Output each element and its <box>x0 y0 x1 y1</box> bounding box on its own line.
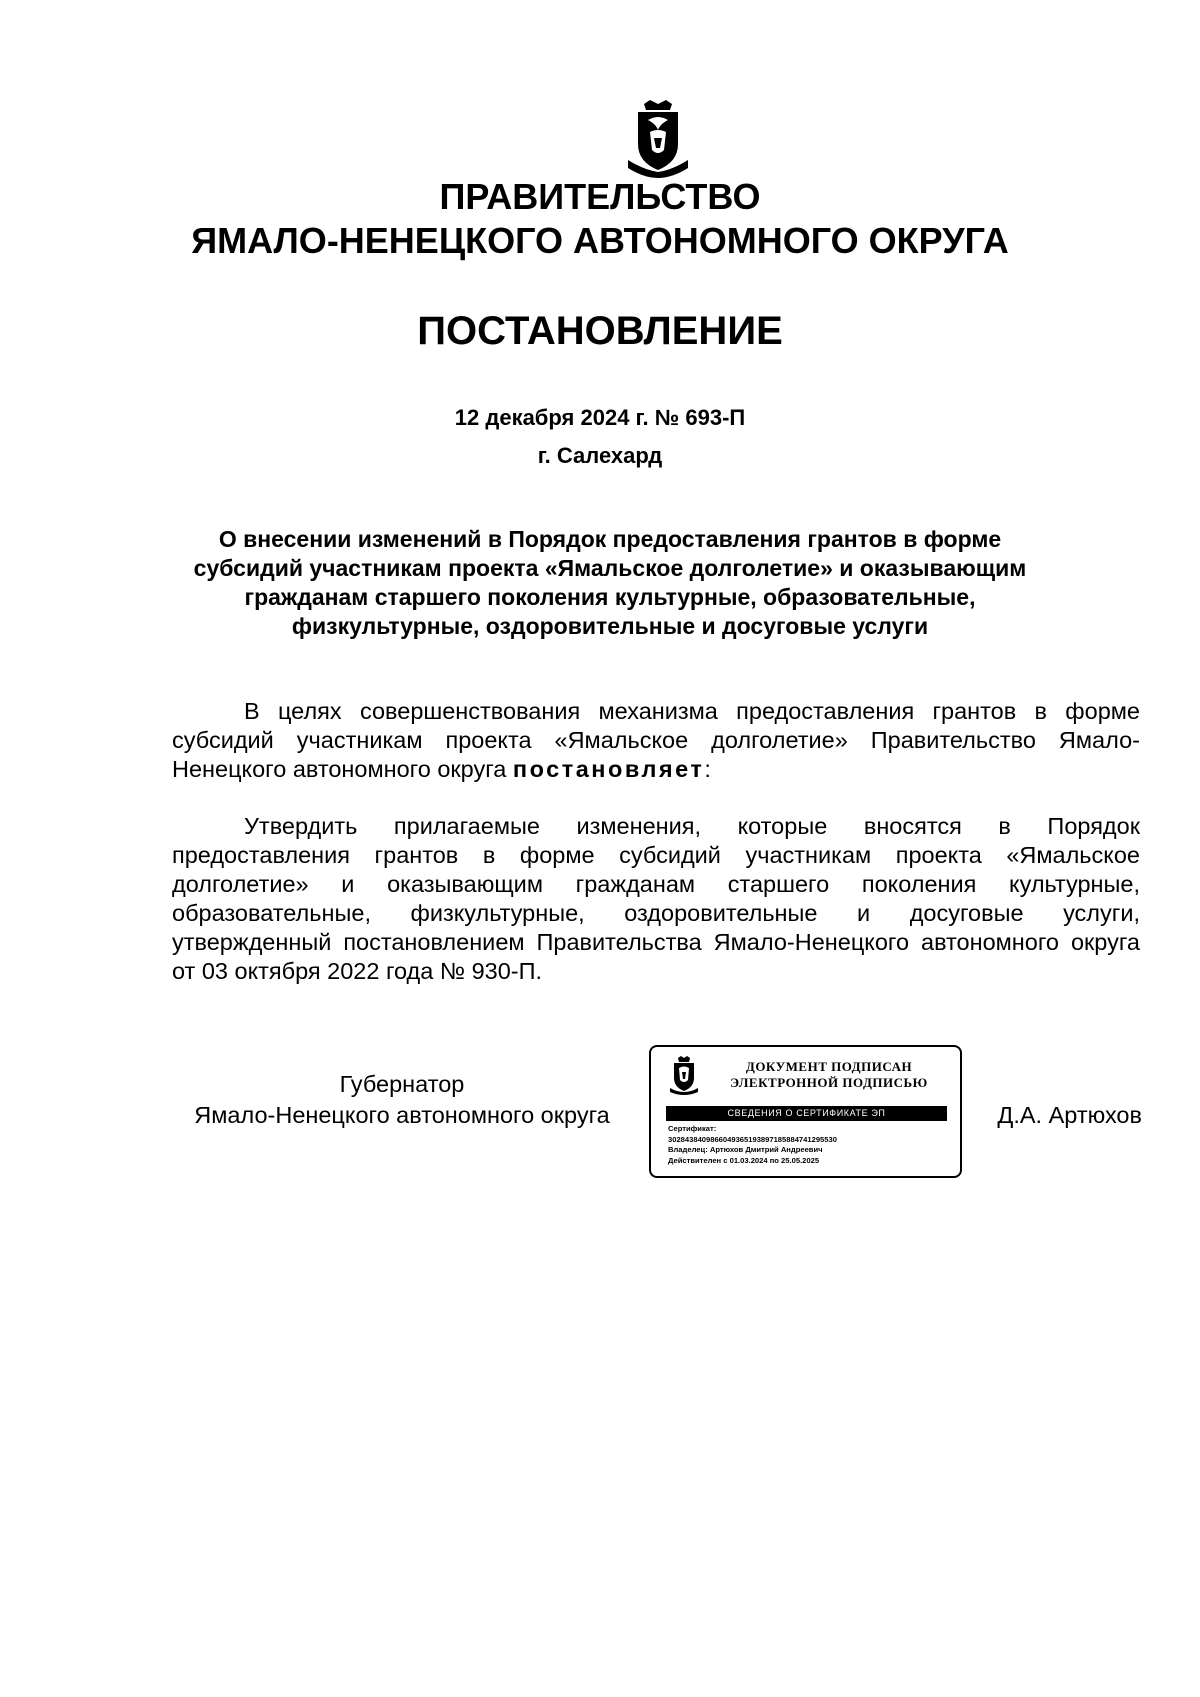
stamp-title-line2: ЭЛЕКТРОННОЙ ПОДПИСЬЮ <box>730 1075 928 1090</box>
date-and-number: 12 декабря 2024 г. № 693-П <box>454 405 746 430</box>
resolution-paragraph: Утвердить прилагаемые изменения, которые вносятся в Порядок предоставления грантов в форме субсидий участникам проекта «Ямальское долголетие» и оказывающим гражданам старшего поколения культурные, образовательные, физкультурные, оздоровительные и досуговые услуги, утвержденный постановлением Правительства Ямало-Ненецкого автономного округа от 03 октября 2022 года № 930-П. <box>172 813 1140 984</box>
certificate-label: Сертификат: <box>668 1124 717 1133</box>
city-line: г. Салехард <box>537 443 663 468</box>
stamp-title <box>713 1059 945 1091</box>
document-type-heading: ПОСТАНОВЛЕНИЕ <box>417 309 783 353</box>
preamble-paragraph <box>172 697 1140 784</box>
document-subject: О внесении изменений в Порядок предоставления грантов в форме субсидий участникам проекта «Ямальское долголетие» и оказывающим гражданам старшего поколения культурные, образовательные, физкультурные, оздоровительные и досуговые услуги <box>193 526 1027 639</box>
signatory-name: Д.А. Артюхов <box>997 1102 1142 1128</box>
resolves-word: постановляет <box>512 756 705 782</box>
electronic-signature-stamp <box>649 1045 962 1178</box>
preamble-end: : <box>704 756 711 782</box>
preamble-text: В целях совершенствования механизма предоставления грантов в форме субсидий участникам проекта «Ямальское долголетие» Правительство Ямало-Ненецкого автономного округа <box>172 698 1140 782</box>
yamal-coat-of-arms-icon <box>669 1056 699 1096</box>
signatory-title: Губернатор <box>339 1071 465 1097</box>
signatory-position <box>172 1069 632 1131</box>
government-title-line2: ЯМАЛО-НЕНЕЦКОГО АВТОНОМНОГО ОКРУГА <box>191 220 1009 261</box>
certificate-owner: Владелец: Артюхов Дмитрий Андреевич <box>668 1145 823 1154</box>
signatory-region: Ямало-Ненецкого автономного округа <box>194 1102 610 1128</box>
certificate-info-bar: СВЕДЕНИЯ О СЕРТИФИКАТЕ ЭП <box>666 1106 947 1121</box>
government-title-line1: ПРАВИТЕЛЬСТВО <box>439 176 761 217</box>
stamp-title-line1: ДОКУМЕНТ ПОДПИСАН <box>745 1059 913 1074</box>
certificate-validity: Действителен с 01.03.2024 по 25.05.2025 <box>668 1155 820 1165</box>
yamal-coat-of-arms-icon <box>624 98 692 178</box>
certificate-details <box>668 1124 953 1166</box>
certificate-number: 3028438409866049365193897185884741295530 <box>668 1134 837 1144</box>
